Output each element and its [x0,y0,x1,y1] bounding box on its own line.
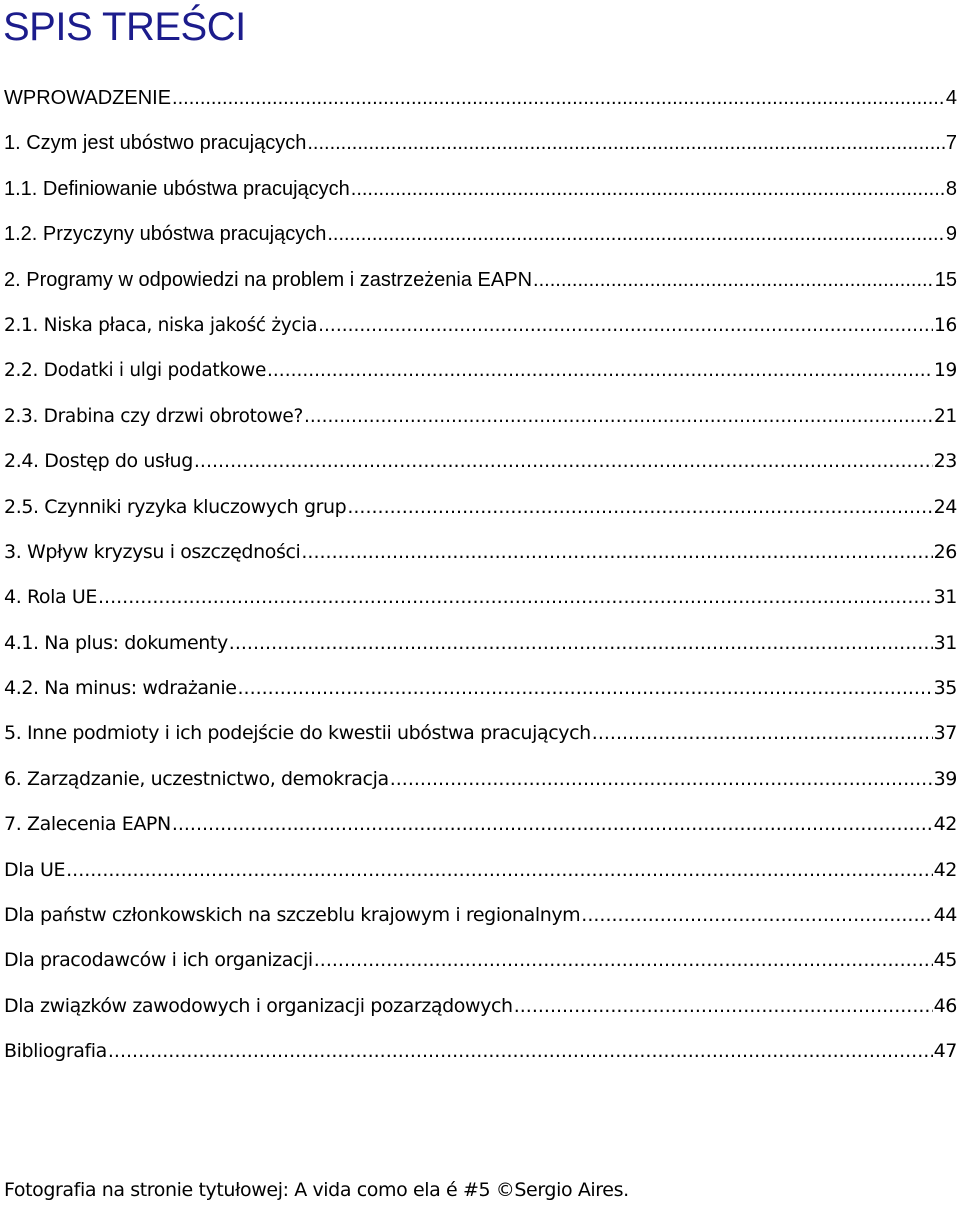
toc-entry-label: 7. Zalecenia EAPN [4,813,171,836]
toc-entry[interactable] [4,848,957,893]
toc-entry[interactable] [4,666,957,711]
toc-entry-label: 2.4. Dostęp do usług [4,450,193,473]
toc-entry-page: 44 [933,904,957,927]
toc-dot-leader [314,938,933,983]
toc-entry-label: Dla państw członkowskich na szczeblu krajowym i regionalnym [4,904,581,927]
toc-entry-page: 19 [934,360,957,382]
toc-entry-label: 3. Wpływ kryzysu i oszczędności [4,540,301,563]
toc-dot-leader [229,621,933,666]
toc-entry-label: 1.2. Przyczyny ubóstwa pracujących [4,223,327,246]
toc-entry-page: 26 [933,540,957,563]
toc-dot-leader [172,802,933,847]
toc-dot-leader [66,848,933,893]
page-title: SPIS TREŚCI [3,5,246,49]
toc-entry[interactable] [4,575,957,620]
toc-dot-leader [514,984,933,1029]
toc-entry-label: 5. Inne podmioty i ich podejście do kwestii ubóstwa pracujących [4,722,591,745]
toc-entry-page: 4 [945,87,957,109]
toc-entry[interactable] [4,802,957,847]
toc-entry-page: 42 [933,813,957,836]
toc-entry-label: 1.1. Definiowanie ubóstwa pracujących [4,177,350,200]
toc-dot-leader [194,439,933,484]
toc-entry-label: WPROWADZENIE [4,87,172,109]
toc-dot-leader [304,394,933,439]
toc-entry-page: 45 [933,949,957,972]
toc-entry-page: 31 [933,586,957,609]
toc-entry-label: 4.1. Na plus: dokumenty [4,631,228,654]
toc-entry-label: Bibliografia [4,1040,107,1063]
toc-dot-leader [390,757,933,802]
toc-entry-label: Dla pracodawców i ich organizacji [4,949,313,972]
photo-credit: Fotografia na stronie tytułowej: A vida como ela é #5 ©Sergio Aires. [4,1179,629,1201]
toc-dot-leader [581,893,932,938]
toc-entry-label: 6. Zarządzanie, uczestnictwo, demokracja [4,767,389,790]
toc-entry[interactable] [4,76,957,121]
toc-entry[interactable] [4,621,957,666]
toc-entry[interactable] [4,984,957,1029]
toc-entry[interactable] [4,757,957,802]
toc-entry[interactable] [4,530,957,575]
toc-entry-page: 37 [933,722,957,745]
toc-entry-page: 9 [945,223,957,246]
toc-entry-label: 1. Czym jest ubóstwo pracujących [4,132,307,155]
toc-entry[interactable] [4,1029,957,1074]
toc-entry-page: 15 [934,268,957,291]
toc-entry[interactable] [4,485,957,530]
toc-entry-page: 7 [945,132,957,155]
toc-entry-page: 47 [933,1040,957,1063]
toc-entry[interactable] [4,348,957,393]
toc-entry-page: 31 [933,631,957,654]
toc-entry-label: 2. Programy w odpowiedzi na problem i zastrzeżenia EAPN [4,268,533,291]
toc-entry-page: 39 [933,767,957,790]
toc-entry[interactable] [4,303,957,348]
toc-entry[interactable] [4,711,957,756]
toc-entry-label: Dla związków zawodowych i organizacji pozarządowych [4,994,513,1017]
toc-entry-label: Dla UE [4,858,66,881]
toc-entry-page: 21 [934,405,957,427]
toc-entry[interactable] [4,938,957,983]
toc-entry-page: 35 [933,677,957,700]
toc-dot-leader [301,530,932,575]
table-of-contents [4,76,957,1075]
toc-dot-leader [318,303,933,348]
toc-entry-page: 16 [934,314,957,336]
toc-entry-label: 4. Rola UE [4,586,98,609]
toc-entry-page: 24 [933,495,957,518]
toc-entry-page: 8 [945,177,957,200]
toc-entry[interactable] [4,258,957,303]
toc-dot-leader [267,348,933,393]
toc-entry-page: 23 [933,450,957,473]
toc-entry-page: 46 [933,994,957,1017]
toc-dot-leader [327,212,945,257]
toc-dot-leader [98,575,933,620]
toc-entry-label: 4.2. Na minus: wdrażanie [4,677,237,700]
toc-entry-label: 2.1. Niska płaca, niska jakość życia [4,314,318,336]
toc-entry[interactable] [4,167,957,212]
toc-entry[interactable] [4,893,957,938]
toc-dot-leader [307,121,945,166]
toc-entry[interactable] [4,394,957,439]
toc-dot-leader [592,711,933,756]
toc-entry-label: 2.3. Drabina czy drzwi obrotowe? [4,405,304,427]
toc-entry[interactable] [4,212,957,257]
toc-dot-leader [347,485,932,530]
toc-dot-leader [108,1029,933,1074]
toc-dot-leader [172,76,945,121]
toc-entry-label: 2.5. Czynniki ryzyka kluczowych grup [4,495,347,518]
toc-entry-page: 42 [933,858,957,881]
toc-entry[interactable] [4,121,957,166]
toc-dot-leader [237,666,932,711]
toc-entry[interactable] [4,439,957,484]
toc-entry-label: 2.2. Dodatki i ulgi podatkowe [4,360,267,382]
toc-dot-leader [533,258,934,303]
toc-dot-leader [351,167,945,212]
